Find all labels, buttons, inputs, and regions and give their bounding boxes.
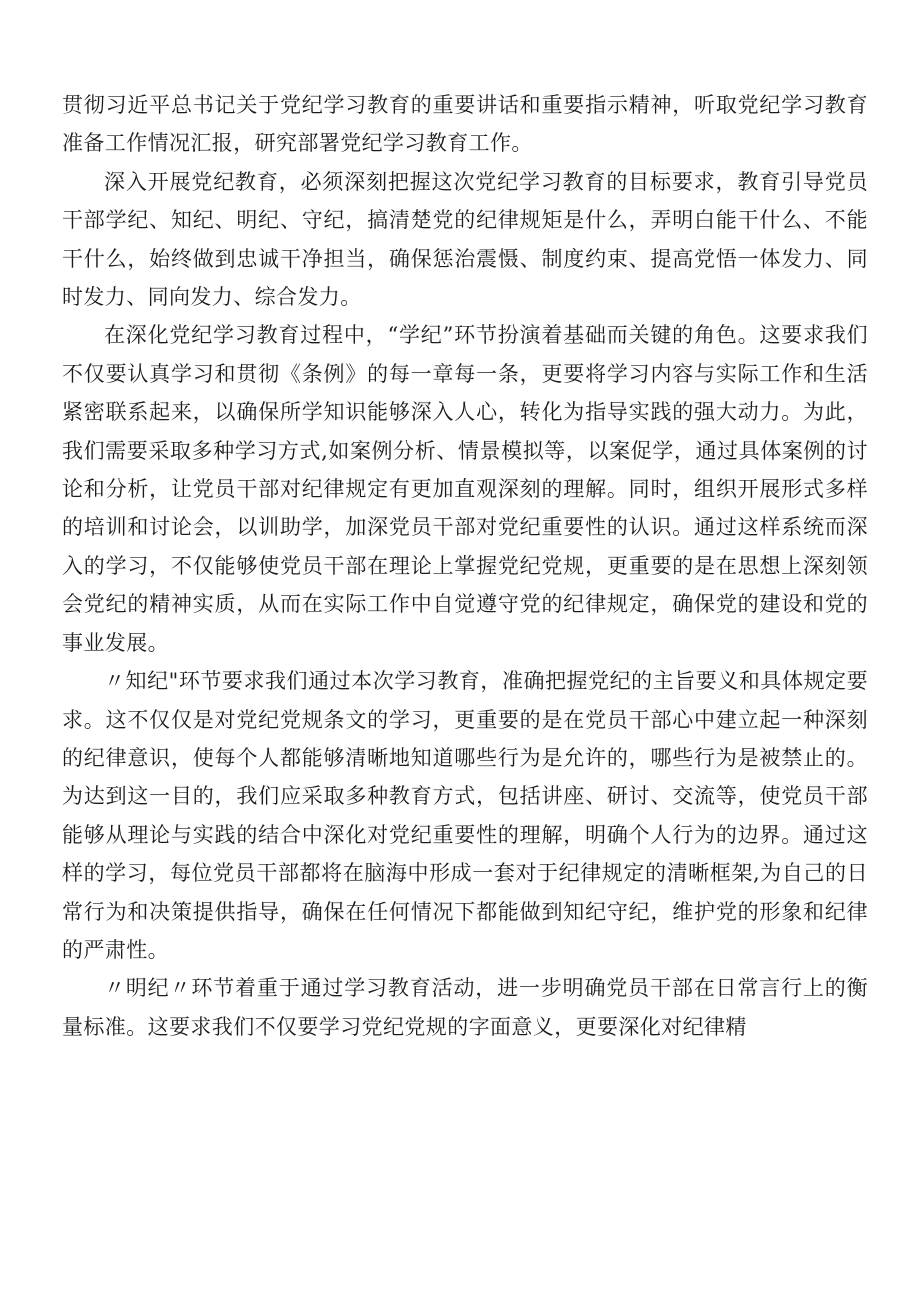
paragraph-5: 〃明纪〃环节着重于通过学习教育活动，进一步明确党员干部在日常言行上的衡量标准。这要求我们不仅要学习党纪党规的字面意义，更要深化对纪律精 bbox=[62, 976, 868, 1039]
paragraph-1: 贯彻习近平总书记关于党纪学习教育的重要讲话和重要指示精神，听取党纪学习教育准备工作情况汇报，研究部署党纪学习教育工作。 bbox=[62, 93, 868, 156]
paragraph-4: 〃知纪"环节要求我们通过本次学习教育，准确把握党纪的主旨要义和具体规定要求。这不仅仅是对党纪党规条文的学习，更重要的是在党员干部心中建立起一种深刻的纪律意识，使每个人都能够清晰地知道哪些行为是允许的，哪些行为是被禁止的。为达到这一目的，我们应采取多种教育方式，包括讲座、研讨、交流等，使党员干部能够从理论与实践的结合中深化对党纪重要性的理解，明确个人行为的边界。通过这样的学习，每位党员干部都将在脑海中形成一套对于纪律规定的清晰框架,为自己的日常行为和决策提供指导，确保在任何情况下都能做到知纪守纪，维护党的形象和纪律的严肃性。 bbox=[62, 669, 868, 962]
document-page bbox=[62, 86, 868, 1046]
paragraph-3: 在深化党纪学习教育过程中，“学纪”环节扮演着基础而关键的角色。这要求我们不仅要认真学习和贯彻《条例》的每一章每一条，更要将学习内容与实际工作和生活紧密联系起来，以确保所学知识能够深入人心，转化为指导实践的强大动力。为此，我们需要采取多种学习方式,如案例分析、情景模拟等，以案促学，通过具体案例的讨论和分析，让党员干部对纪律规定有更加直观深刻的理解。同时，组织开展形式多样的培训和讨论会，以训助学，加深党员干部对党纪重要性的认识。通过这样系统而深入的学习，不仅能够使党员干部在理论上掌握党纪党规，更重要的是在思想上深刻领会党纪的精神实质，从而在实际工作中自觉遵守党的纪律规定，确保党的建设和党的事业发展。 bbox=[62, 323, 868, 655]
paragraph-2: 深入开展党纪教育，必须深刻把握这次党纪学习教育的目标要求，教育引导党员干部学纪、知纪、明纪、守纪，搞清楚党的纪律规矩是什么，弄明白能干什么、不能干什么，始终做到忠诚干净担当，确保惩治震慑、制度约束、提高党悟一体发力、同时发力、同向发力、综合发力。 bbox=[62, 169, 868, 310]
